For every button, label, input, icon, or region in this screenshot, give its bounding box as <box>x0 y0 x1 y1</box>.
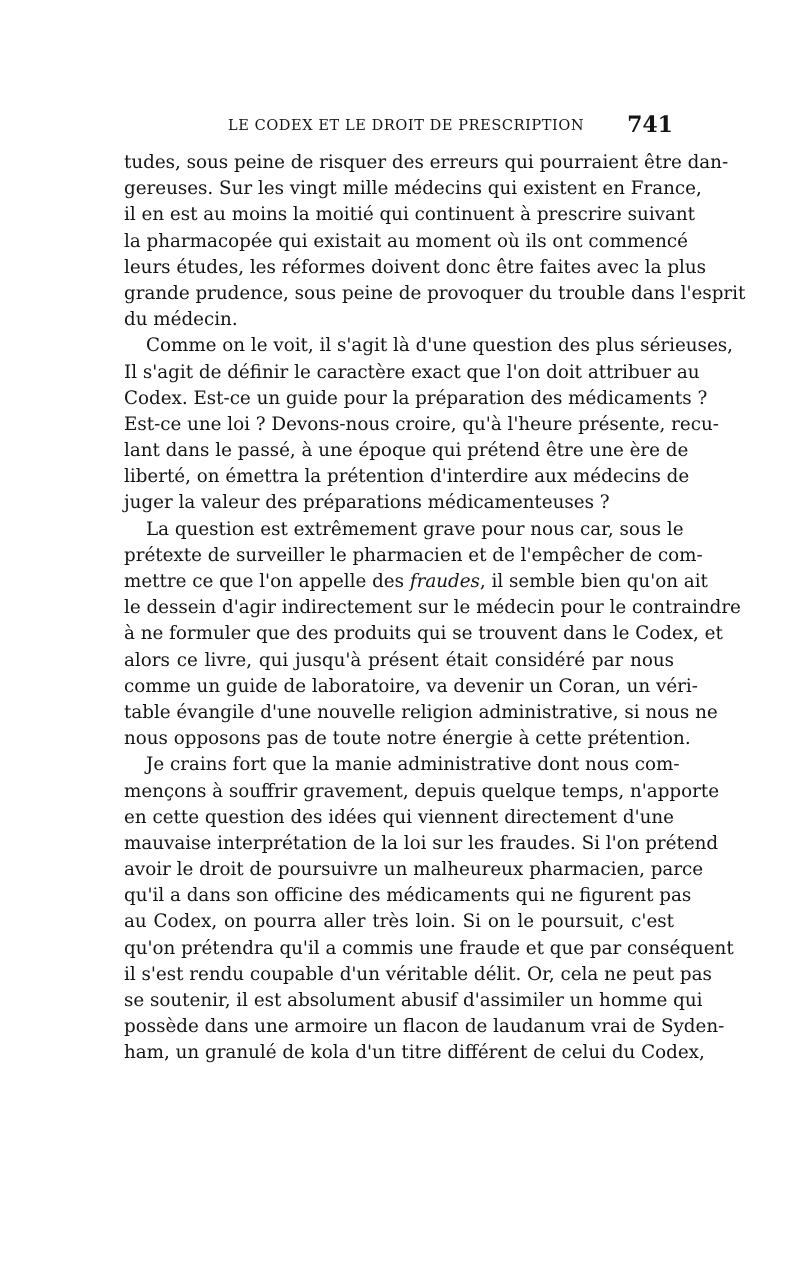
page-number: 741 <box>627 112 673 138</box>
text-line: il en est au moins la moitié qui continuent à prescrire suivant <box>124 204 696 226</box>
text-line: liberté, on émettra la prétention d'interdire aux médecins de <box>124 466 690 488</box>
text-line: possède dans une armoire un flacon de laudanum vrai de Syden- <box>124 1016 725 1038</box>
text-line: nous opposons pas de toute notre énergie à cette prétention. <box>124 728 691 750</box>
text-line: Je crains fort que la manie administrative dont nous com- <box>146 754 680 776</box>
text-line: gereuses. Sur les vingt mille médecins qui existent en France, <box>124 178 702 200</box>
text-line: avoir le droit de poursuivre un malheureux pharmacien, parce <box>124 859 704 881</box>
text-line: la pharmacopée qui existait au moment où ils ont commencé <box>124 230 688 252</box>
text-line: le dessein d'agir indirectement sur le médecin pour le contraindre <box>124 597 741 619</box>
text-line: mettre ce que l'on appelle des fraudes, il semble bien qu'on ait <box>124 571 708 592</box>
text-line: juger la valeur des préparations médicamenteuses ? <box>124 492 610 514</box>
text-line: au Codex, on pourra aller très loin. Si on le poursuit, c'est <box>124 911 674 933</box>
text-line: Comme on le voit, il s'agit là d'une question des plus sérieuses, <box>146 335 733 357</box>
text-line: en cette question des idées qui viennent directement d'une <box>124 806 674 828</box>
text-line: à ne formuler que des produits qui se trouvent dans le Codex, et <box>124 623 723 645</box>
text-line: La question est extrêmement grave pour nous car, sous le <box>146 518 684 540</box>
text-line: tudes, sous peine de risquer des erreurs qui pourraient être dan- <box>124 152 729 173</box>
running-title: LE CODEX ET LE DROIT DE PRESCRIPTION <box>228 118 585 134</box>
text-line: qu'il a dans son officine des médicaments qui ne figurent pas <box>124 885 692 907</box>
italic-word: fraudes <box>409 571 480 592</box>
text-line: se soutenir, il est absolument abusif d'assimiler un homme qui <box>124 990 703 1011</box>
text-line: il s'est rendu coupable d'un véritable délit. Or, cela ne peut pas <box>124 963 712 985</box>
text-line: Est-ce une loi ? Devons-nous croire, qu'à l'heure présente, recu- <box>124 413 719 435</box>
text-line: table évangile d'une nouvelle religion administrative, si nous ne <box>124 701 718 723</box>
text-line: mençons à souffrir gravement, depuis quelque temps, n'apporte <box>124 780 720 802</box>
body-text <box>124 150 746 1067</box>
text-line: mauvaise interprétation de la loi sur les fraudes. Si l'on prétend <box>124 832 719 854</box>
text-line: Codex. Est-ce un guide pour la préparation des médicaments ? <box>124 387 708 409</box>
text-line: alors ce livre, qui jusqu'à présent était considéré par nous <box>124 649 674 671</box>
text-line: grande prudence, sous peine de provoquer du trouble dans l'esprit <box>124 282 746 304</box>
text-line: ham, un granulé de kola d'un titre différent de celui du Codex, <box>124 1042 705 1064</box>
text-line: comme un guide de laboratoire, va devenir un Coran, un véri- <box>124 675 698 697</box>
text-line: lant dans le passé, à une époque qui prétend être une ère de <box>124 440 689 462</box>
text-line: du médecin. <box>124 309 238 331</box>
text-line: Il s'agit de définir le caractère exact que l'on doit attribuer au <box>124 361 700 383</box>
text-line: qu'on prétendra qu'il a commis une fraude et que par conséquent <box>124 937 734 959</box>
running-head <box>128 112 673 142</box>
text-line: prétexte de surveiller le pharmacien et de l'empêcher de com- <box>124 544 703 566</box>
text-line: leurs études, les réformes doivent donc être faites avec la plus <box>124 256 707 278</box>
